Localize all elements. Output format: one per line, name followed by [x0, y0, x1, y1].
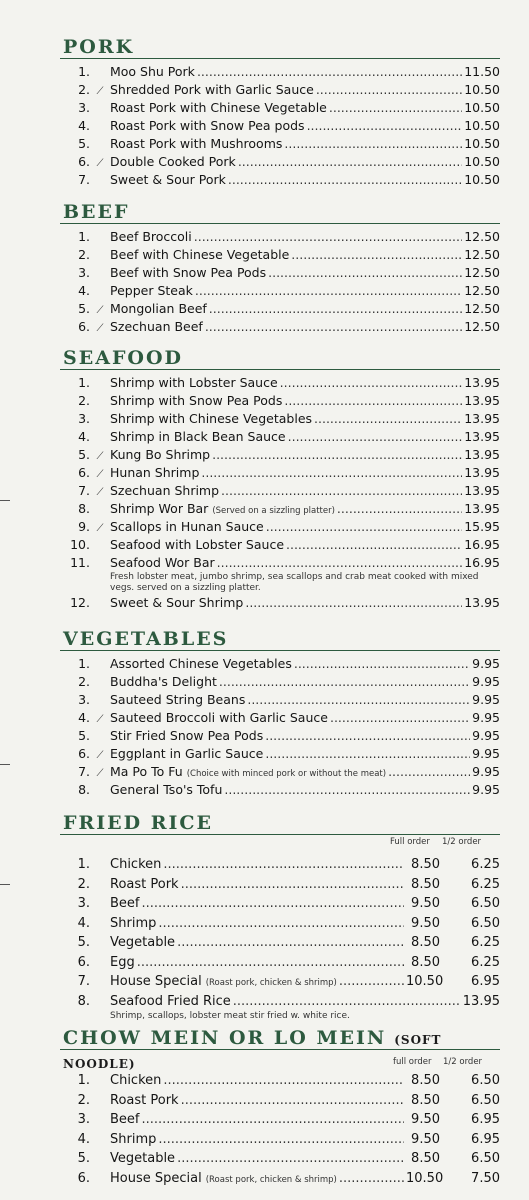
item-number: 1.	[78, 64, 90, 79]
item-name: Szechuan Beef	[110, 319, 203, 334]
item-price-full: 9.50	[411, 1112, 440, 1127]
dot-leader	[280, 374, 463, 392]
menu-item-row	[60, 554, 500, 572]
spicy-pepper-icon: ⟋	[96, 768, 104, 779]
item-price: 10.50	[464, 118, 500, 133]
dot-leader	[268, 264, 462, 282]
menu-item-row	[60, 691, 500, 709]
dot-leader	[233, 992, 461, 1012]
menu-item-row	[60, 673, 500, 691]
dot-leader	[209, 300, 462, 318]
item-number: 5.	[78, 136, 90, 151]
item-number: 2.	[78, 247, 90, 262]
spicy-pepper-icon: ⟋	[96, 158, 104, 169]
item-name: Eggplant in Garlic Sauce	[110, 746, 264, 761]
item-price: 9.95	[472, 746, 500, 761]
item-name: Sweet & Sour Shrimp	[110, 595, 244, 610]
item-price: 13.95	[464, 465, 500, 480]
dot-leader	[219, 673, 470, 691]
item-number: 11.	[70, 555, 90, 570]
item-name: House Special	[110, 974, 202, 989]
dot-leader	[224, 781, 470, 799]
item-number: 5.	[77, 935, 90, 950]
item-number: 2.	[78, 82, 90, 97]
item-number: 1.	[78, 229, 90, 244]
item-name: Hunan Shrimp	[110, 465, 200, 480]
dot-leader	[247, 691, 470, 709]
item-number: 6.	[78, 746, 90, 761]
item-number: 1.	[78, 375, 90, 390]
item-price-half: 6.25	[471, 935, 500, 950]
dot-leader	[307, 117, 463, 135]
item-price: 9.95	[472, 656, 500, 671]
menu-item-row	[60, 594, 500, 612]
item-description: Fresh lobster meat, jumbo shrimp, sea scallops and crab meat cooked with mixed vegs. served on a sizzling platter.	[110, 572, 479, 593]
menu-item-row	[60, 914, 500, 934]
menu-item-row	[60, 500, 500, 518]
menu-item-row	[60, 933, 500, 953]
dot-leader	[228, 171, 462, 189]
item-price-half: 6.50	[471, 1092, 500, 1108]
menu-item-row	[60, 446, 500, 464]
item-number: 7.	[78, 172, 90, 187]
dot-leader	[163, 1071, 404, 1091]
item-note: (Roast pork, chicken & shrimp)	[205, 1174, 337, 1185]
item-price: 13.95	[464, 483, 500, 498]
item-price: 12.50	[464, 247, 500, 262]
dot-leader	[329, 99, 462, 117]
item-name: Chicken	[110, 1073, 162, 1088]
item-note: (Choice with minced pork or without the meat)	[186, 769, 387, 779]
item-price: 12.50	[464, 229, 500, 244]
item-name: Roast Pork with Mushrooms	[110, 136, 283, 151]
item-number: 6.	[78, 319, 90, 334]
item-price-half: 6.50	[471, 1073, 500, 1088]
dot-leader	[163, 855, 404, 875]
section-seafood	[60, 347, 500, 612]
item-price-full: 8.50	[411, 1151, 440, 1166]
item-note: (Roast pork, chicken & shrimp)	[205, 978, 337, 988]
menu-item-row	[60, 374, 500, 392]
item-name: Shrimp	[110, 915, 157, 931]
item-name: Shrimp with Chinese Vegetables	[110, 411, 313, 426]
item-name: Beef with Chinese Vegetable	[110, 247, 290, 262]
dot-leader	[388, 763, 470, 781]
item-number: 1.	[77, 1073, 90, 1088]
item-price-half: 6.50	[471, 1151, 500, 1166]
menu-item-row	[60, 894, 500, 914]
menu-item-row	[60, 763, 500, 781]
dot-leader	[181, 1091, 404, 1111]
item-name: Scallops in Hunan Sauce	[110, 519, 264, 534]
dot-leader	[181, 875, 404, 895]
section-title: PORK	[60, 36, 500, 59]
menu-item-row	[60, 536, 500, 554]
item-price-half: 6.50	[471, 915, 500, 931]
menu-item-row	[60, 745, 500, 763]
item-price-half: 6.95	[471, 974, 500, 989]
item-price: 11.50	[464, 64, 500, 79]
item-price: 10.50	[464, 172, 500, 187]
menu-item-row	[60, 99, 500, 117]
item-name: Vegetable	[110, 1151, 176, 1166]
item-number: 6.	[78, 154, 90, 169]
item-name: Moo Shu Pork	[110, 64, 195, 79]
item-price-full: 9.50	[411, 1131, 440, 1147]
section-title: VEGETABLES	[60, 628, 500, 651]
item-name: Shrimp in Black Bean Sauce	[110, 429, 286, 444]
section-title-suffix: (SOFT NOODLE)	[63, 1033, 442, 1071]
item-price: 10.50	[464, 154, 500, 169]
dot-leader	[291, 246, 462, 264]
item-price: 13.95	[462, 993, 500, 1009]
item-number: 2.	[77, 1092, 90, 1108]
item-price: 9.95	[472, 710, 500, 725]
item-name: Seafood Wor Bar	[110, 555, 215, 570]
section-title: SEAFOOD	[60, 347, 500, 370]
dot-leader	[177, 1149, 404, 1169]
menu-item-row	[60, 875, 500, 895]
dot-leader	[286, 536, 462, 554]
item-number: 1.	[78, 656, 90, 671]
spicy-pepper-icon: ⟋	[96, 487, 104, 498]
dot-leader	[265, 727, 470, 745]
dot-leader	[265, 745, 470, 763]
item-number: 9.	[78, 519, 90, 534]
section-pork	[60, 36, 500, 189]
item-number: 8.	[78, 782, 90, 797]
item-price: 9.95	[472, 728, 500, 743]
dot-leader	[142, 1110, 405, 1130]
item-price-half: 6.95	[471, 1131, 500, 1147]
menu-item-row	[60, 1091, 500, 1111]
item-number: 5.	[78, 728, 90, 743]
item-price-half: 6.25	[471, 954, 500, 970]
dot-leader	[245, 594, 462, 612]
dot-leader	[201, 464, 462, 482]
spicy-pepper-icon: ⟋	[96, 469, 104, 480]
item-name: Sweet & Sour Pork	[110, 172, 226, 187]
item-price-full: 10.50	[406, 1170, 444, 1186]
column-header-half: 1/2 order	[442, 837, 482, 847]
spicy-pepper-icon: ⟋	[96, 714, 104, 725]
section-title: FRIED RICE	[60, 812, 500, 835]
column-header-full: full order	[393, 1057, 432, 1067]
item-number: 3.	[78, 100, 90, 115]
item-number: 3.	[78, 692, 90, 707]
menu-item-row	[60, 1071, 500, 1091]
item-price-half: 6.50	[471, 896, 500, 911]
spicy-pepper-icon: ⟋	[96, 305, 104, 316]
dot-leader	[221, 482, 462, 500]
item-name: House Special	[110, 1170, 202, 1186]
dot-leader	[294, 655, 470, 673]
dot-leader	[197, 63, 462, 81]
item-number: 5.	[78, 447, 90, 462]
menu-item-row	[60, 482, 500, 500]
item-number: 4.	[78, 118, 90, 133]
item-name: Roast Pork with Snow Pea pods	[110, 118, 305, 133]
item-number: 1.	[77, 857, 90, 872]
item-name: Vegetable	[110, 935, 176, 950]
dot-leader	[330, 709, 470, 727]
item-name: Seafood Fried Rice	[110, 993, 231, 1009]
spicy-pepper-icon: ⟋	[96, 523, 104, 534]
section-fried-rice	[60, 812, 500, 1022]
item-number: 7.	[78, 483, 90, 498]
item-price: 9.95	[472, 782, 500, 797]
item-price-half: 6.95	[471, 1112, 500, 1127]
item-price: 12.50	[464, 301, 500, 316]
item-number: 6.	[78, 465, 90, 480]
menu-item-row	[60, 171, 500, 189]
dot-leader	[158, 1130, 404, 1150]
dot-leader	[212, 446, 462, 464]
section-vegetables	[60, 628, 500, 799]
menu-item-row	[60, 300, 500, 318]
column-header-full: Full order	[390, 837, 430, 847]
spicy-pepper-icon: ⟋	[96, 323, 104, 334]
dot-leader	[158, 914, 404, 934]
dot-leader	[142, 894, 405, 914]
section-beef	[60, 201, 500, 336]
item-note: (Served on a sizzling platter)	[212, 506, 335, 516]
item-price: 9.95	[472, 692, 500, 707]
item-price: 13.95	[464, 411, 500, 426]
item-number: 3.	[77, 896, 90, 911]
menu-item-row	[60, 992, 500, 1012]
menu-item-row	[60, 428, 500, 446]
item-name: Mongolian Beef	[110, 301, 207, 316]
menu-item-row	[60, 282, 500, 300]
spicy-pepper-icon: ⟋	[96, 750, 104, 761]
item-number: 2.	[78, 393, 90, 408]
item-name: Shrimp Wor Bar	[110, 501, 209, 516]
item-name: Szechuan Shrimp	[110, 483, 220, 498]
menu-item-row	[60, 228, 500, 246]
menu-item-row	[60, 464, 500, 482]
dot-leader	[238, 153, 462, 171]
spicy-pepper-icon: ⟋	[96, 451, 104, 462]
item-number: 3.	[78, 265, 90, 280]
menu-item-row	[60, 264, 500, 282]
item-name: Kung Bo Shrimp	[110, 447, 211, 462]
dot-leader	[339, 972, 404, 992]
section-title: BEEF	[60, 201, 500, 224]
item-name: Stir Fried Snow Pea Pods	[110, 728, 264, 743]
menu-item-row	[60, 709, 500, 727]
item-price: 13.95	[464, 501, 500, 516]
item-number: 7.	[78, 764, 90, 779]
item-name: Sauteed Broccoli with Garlic Sauce	[110, 710, 328, 725]
item-name: Seafood with Lobster Sauce	[110, 537, 285, 552]
dot-leader	[284, 135, 462, 153]
dot-leader	[314, 410, 462, 428]
item-name: Egg	[110, 954, 135, 970]
item-number: 10.	[70, 537, 90, 552]
item-name: Beef Broccoli	[110, 229, 192, 244]
spicy-pepper-icon: ⟋	[96, 86, 104, 97]
menu-item-row	[60, 81, 500, 99]
section-chow-mein	[60, 1027, 500, 1188]
item-price-half: 6.25	[471, 876, 500, 892]
item-price: 10.50	[464, 82, 500, 97]
item-name: Roast Pork	[110, 876, 179, 892]
item-price: 15.95	[464, 519, 500, 534]
item-number: 5.	[78, 301, 90, 316]
item-price-half: 7.50	[471, 1170, 500, 1186]
menu-item-row	[60, 972, 500, 992]
item-price: 13.95	[464, 393, 500, 408]
menu-item-row	[60, 318, 500, 336]
item-number: 8.	[77, 993, 90, 1009]
dot-leader	[205, 318, 462, 336]
item-number: 3.	[78, 411, 90, 426]
item-description: Shrimp, scallops, lobster meat stir fried w. white rice.	[110, 1011, 350, 1021]
menu-item-row	[60, 410, 500, 428]
menu-item-row	[60, 1130, 500, 1150]
item-name: Beef	[110, 896, 140, 911]
margin-tick	[0, 500, 10, 501]
item-number: 4.	[78, 429, 90, 444]
item-price: 13.95	[464, 429, 500, 444]
item-number: 4.	[78, 283, 90, 298]
margin-tick	[0, 764, 10, 765]
item-price: 12.50	[464, 265, 500, 280]
dot-leader	[284, 392, 462, 410]
item-number: 5.	[77, 1151, 90, 1166]
dot-leader	[266, 518, 462, 536]
item-price-full: 8.50	[411, 1092, 440, 1108]
item-price-full: 10.50	[406, 974, 444, 989]
item-price: 10.50	[464, 100, 500, 115]
menu-item-row	[60, 655, 500, 673]
margin-tick	[0, 884, 10, 885]
item-name: Buddha's Delight	[110, 674, 217, 689]
item-number: 8.	[78, 501, 90, 516]
item-name: Beef	[110, 1112, 140, 1127]
menu-item-row	[60, 1110, 500, 1130]
item-price: 13.95	[464, 375, 500, 390]
item-price: 12.50	[464, 319, 500, 334]
menu-item-row	[60, 1169, 500, 1189]
item-name: Sauteed String Beans	[110, 692, 246, 707]
dot-leader	[177, 933, 404, 953]
dot-leader	[137, 953, 404, 973]
item-price-half: 6.25	[471, 857, 500, 872]
item-price-full: 8.50	[411, 876, 440, 892]
column-header-half: 1/2 order	[443, 1057, 483, 1067]
dot-leader	[194, 228, 462, 246]
item-price: 10.50	[464, 136, 500, 151]
item-number: 4.	[77, 1131, 90, 1147]
item-number: 4.	[78, 710, 90, 725]
item-number: 3.	[77, 1112, 90, 1127]
item-number: 6.	[77, 1170, 90, 1186]
item-price: 13.95	[464, 595, 500, 610]
dot-leader	[316, 81, 462, 99]
item-price-full: 9.50	[411, 896, 440, 911]
item-name: Beef with Snow Pea Pods	[110, 265, 267, 280]
item-price: 12.50	[464, 283, 500, 298]
item-number: 4.	[77, 915, 90, 931]
item-name: Roast Pork with Chinese Vegetable	[110, 100, 327, 115]
item-number: 6.	[77, 954, 90, 970]
item-name: Roast Pork	[110, 1092, 179, 1108]
item-name: Shrimp	[110, 1131, 157, 1147]
menu-item-row	[60, 63, 500, 81]
item-price-full: 9.50	[411, 915, 440, 931]
dot-leader	[288, 428, 463, 446]
item-name: Shrimp with Lobster Sauce	[110, 375, 278, 390]
item-name: Ma Po To Fu	[110, 764, 183, 779]
item-number: 7.	[77, 974, 90, 989]
menu-item-row	[60, 953, 500, 973]
item-price: 16.95	[464, 555, 500, 570]
item-name: Pepper Steak	[110, 283, 193, 298]
dot-leader	[217, 554, 463, 572]
menu-item-row	[60, 246, 500, 264]
dot-leader	[339, 1169, 404, 1189]
item-name: Shrimp with Snow Pea Pods	[110, 393, 283, 408]
menu-item-row	[60, 153, 500, 171]
menu-item-row	[60, 727, 500, 745]
menu-item-row	[60, 392, 500, 410]
item-price: 9.95	[472, 674, 500, 689]
item-price: 16.95	[464, 537, 500, 552]
item-number: 2.	[77, 876, 90, 892]
item-price-full: 8.50	[411, 1073, 440, 1088]
item-price-full: 8.50	[411, 935, 440, 950]
item-number: 12.	[70, 595, 90, 610]
item-name: Assorted Chinese Vegetables	[110, 656, 292, 671]
menu-item-row	[60, 117, 500, 135]
item-name: Double Cooked Pork	[110, 154, 236, 169]
item-name: General Tso's Tofu	[110, 782, 223, 797]
menu-item-row	[60, 518, 500, 536]
dot-leader	[337, 500, 462, 518]
item-number: 2.	[78, 674, 90, 689]
section-title-text: CHOW MEIN OR LO MEIN	[63, 1027, 387, 1049]
menu-item-row	[60, 781, 500, 799]
item-price-full: 8.50	[411, 857, 440, 872]
item-price: 9.95	[472, 764, 500, 779]
item-price-full: 8.50	[411, 954, 440, 970]
item-name: Chicken	[110, 857, 162, 872]
item-price: 13.95	[464, 447, 500, 462]
dot-leader	[195, 282, 462, 300]
menu-item-row	[60, 135, 500, 153]
item-name: Shredded Pork with Garlic Sauce	[110, 82, 314, 97]
menu-item-row	[60, 1149, 500, 1169]
menu-item-row	[60, 855, 500, 875]
